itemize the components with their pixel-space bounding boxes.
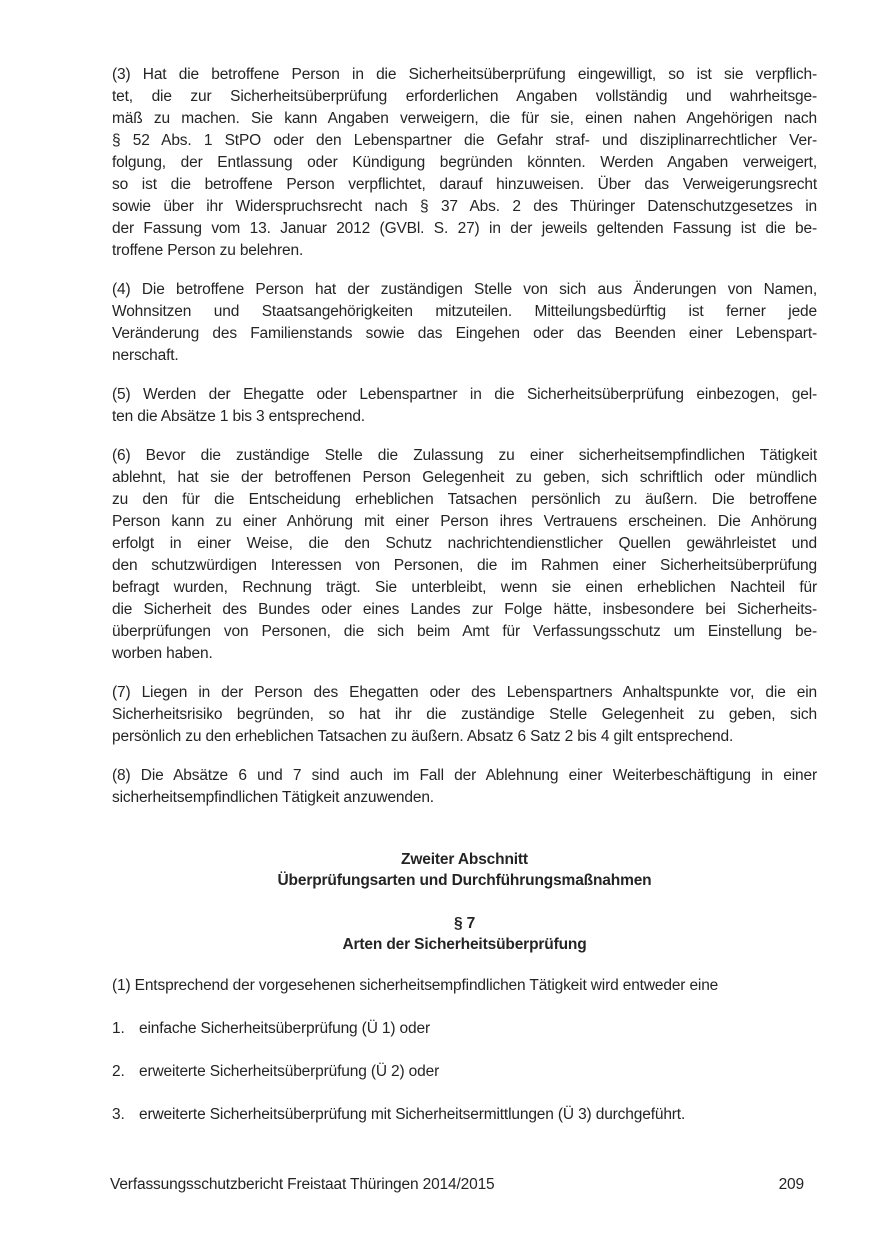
text-line: der Fassung vom 13. Januar 2012 (GVBl. S. 27) in der jeweils geltenden Fassung ist die be- [112,220,817,237]
text-line: ablehnt, hat sie der betroffenen Person Gelegenheit zu geben, sich schriftlich oder mündlich [112,469,817,486]
paragraph-4 [112,279,817,367]
text-line: troffene Person zu belehren. [112,242,304,259]
text-line: (6) Bevor die zuständige Stelle die Zulassung zu einer sicherheitsempfindlichen Tätigkeit [112,447,817,464]
list-item-3 [112,1104,817,1126]
text-line: zu den für die Entscheidung erheblichen Tatsachen persönlich zu äußern. Die betroffene [112,491,817,508]
list-item-marker: 3. [112,1106,125,1123]
paragraph-5 [112,384,817,428]
text-line: Veränderung des Familienstands sowie das Eingehen oder das Beenden einer Lebenspart- [112,325,817,342]
paragraph-7 [112,682,817,748]
text-line: sicherheitsempfindlichen Tätigkeit anzuwenden. [112,789,434,806]
heading-line: Zweiter Abschnitt [401,851,528,868]
footer-page-number: 209 [778,1176,804,1193]
list-item-2 [112,1061,817,1083]
text-line: sowie über ihr Widerspruchsrecht nach § 37 Abs. 2 des Thüringer Datenschutzgesetzes in [112,198,817,215]
text-line: mäß zu machen. Sie kann Angaben verweigern, die für sie, einen nahen Angehörigen nach [112,110,817,127]
list-item-text: erweiterte Sicherheitsüberprüfung mit Sicherheitsermittlungen (Ü 3) durchgeführt. [139,1106,686,1123]
list-item-1 [112,1018,817,1040]
text-line: tet, die zur Sicherheitsüberprüfung erforderlichen Angaben vollständig und wahrheitsge- [112,88,817,105]
list-item-marker: 1. [112,1020,125,1037]
text-line: befragt wurden, Rechnung trägt. Sie unterbleibt, wenn sie einen erheblichen Nachteil für [112,579,817,596]
text-line: folgung, der Entlassung oder Kündigung begründen könnten. Werden Angaben verweigert, [112,154,817,171]
text-line: so ist die betroffene Person verpflichtet, darauf hinzuweisen. Über das Verweigerungsrecht [112,176,817,193]
heading-line: Überprüfungsarten und Durchführungsmaßnahmen [277,872,652,889]
heading-line: § 7 [453,915,476,932]
page-footer [110,1174,804,1196]
list-item-text: erweiterte Sicherheitsüberprüfung (Ü 2) oder [139,1063,440,1080]
document-body [112,64,817,1126]
text-line: worben haben. [112,645,213,662]
text-line: nerschaft. [112,347,179,364]
text-line: (8) Die Absätze 6 und 7 sind auch im Fall der Ablehnung einer Weiterbeschäftigung in einer [112,767,817,784]
text-line: (5) Werden der Ehegatte oder Lebenspartner in die Sicherheitsüberprüfung einbezogen, gel- [112,386,817,403]
text-line: erfolgt in einer Weise, die den Schutz nachrichtendienstlicher Quellen gewährleistet und [112,535,817,552]
text-line: (3) Hat die betroffene Person in die Sicherheitsüberprüfung eingewilligt, so ist sie verpflich- [112,66,817,83]
paragraph-1 [112,975,817,997]
paragraph-8 [112,765,817,809]
text-line: persönlich zu den erheblichen Tatsachen zu äußern. Absatz 6 Satz 2 bis 4 gilt entsprechend. [112,728,734,745]
heading-paragraph-7 [112,913,817,955]
text-line: den schutzwürdigen Interessen von Personen, die im Rahmen einer Sicherheitsüberprüfung [112,557,817,574]
text-line: (4) Die betroffene Person hat der zuständigen Stelle von sich aus Änderungen von Namen, [112,281,817,298]
text-line: § 52 Abs. 1 StPO oder den Lebenspartner die Gefahr straf- und disziplinarrechtlicher Ver- [112,132,817,149]
text-line: die Sicherheit des Bundes oder eines Landes zur Folge hätte, insbesondere bei Sicherheits- [112,601,817,618]
text-line: Wohnsitzen und Staatsangehörigkeiten mitzuteilen. Mitteilungsbedürftig ist ferner jede [112,303,817,320]
text-line: Sicherheitsrisiko begründen, so hat ihr die zuständige Stelle Gelegenheit zu geben, sich [112,706,817,723]
list-item-marker: 2. [112,1063,125,1080]
heading-zweiter-abschnitt [112,849,817,891]
paragraph-3 [112,64,817,262]
paragraph-6 [112,445,817,665]
footer-report-title: Verfassungsschutzbericht Freistaat Thüringen 2014/2015 [110,1176,495,1193]
heading-line: Arten der Sicherheitsüberprüfung [342,936,587,953]
list-item-text: einfache Sicherheitsüberprüfung (Ü 1) oder [139,1020,430,1037]
text-line: überprüfungen von Personen, die sich beim Amt für Verfassungsschutz um Einstellung be- [112,623,817,640]
text-line: Person kann zu einer Anhörung mit einer Person ihres Vertrauens erscheinen. Die Anhörung [112,513,817,530]
text-line: (1) Entsprechend der vorgesehenen sicherheitsempfindlichen Tätigkeit wird entweder eine [112,977,719,994]
text-line: (7) Liegen in der Person des Ehegatten oder des Lebenspartners Anhaltspunkte vor, die ein [112,684,817,701]
text-line: ten die Absätze 1 bis 3 entsprechend. [112,408,365,425]
